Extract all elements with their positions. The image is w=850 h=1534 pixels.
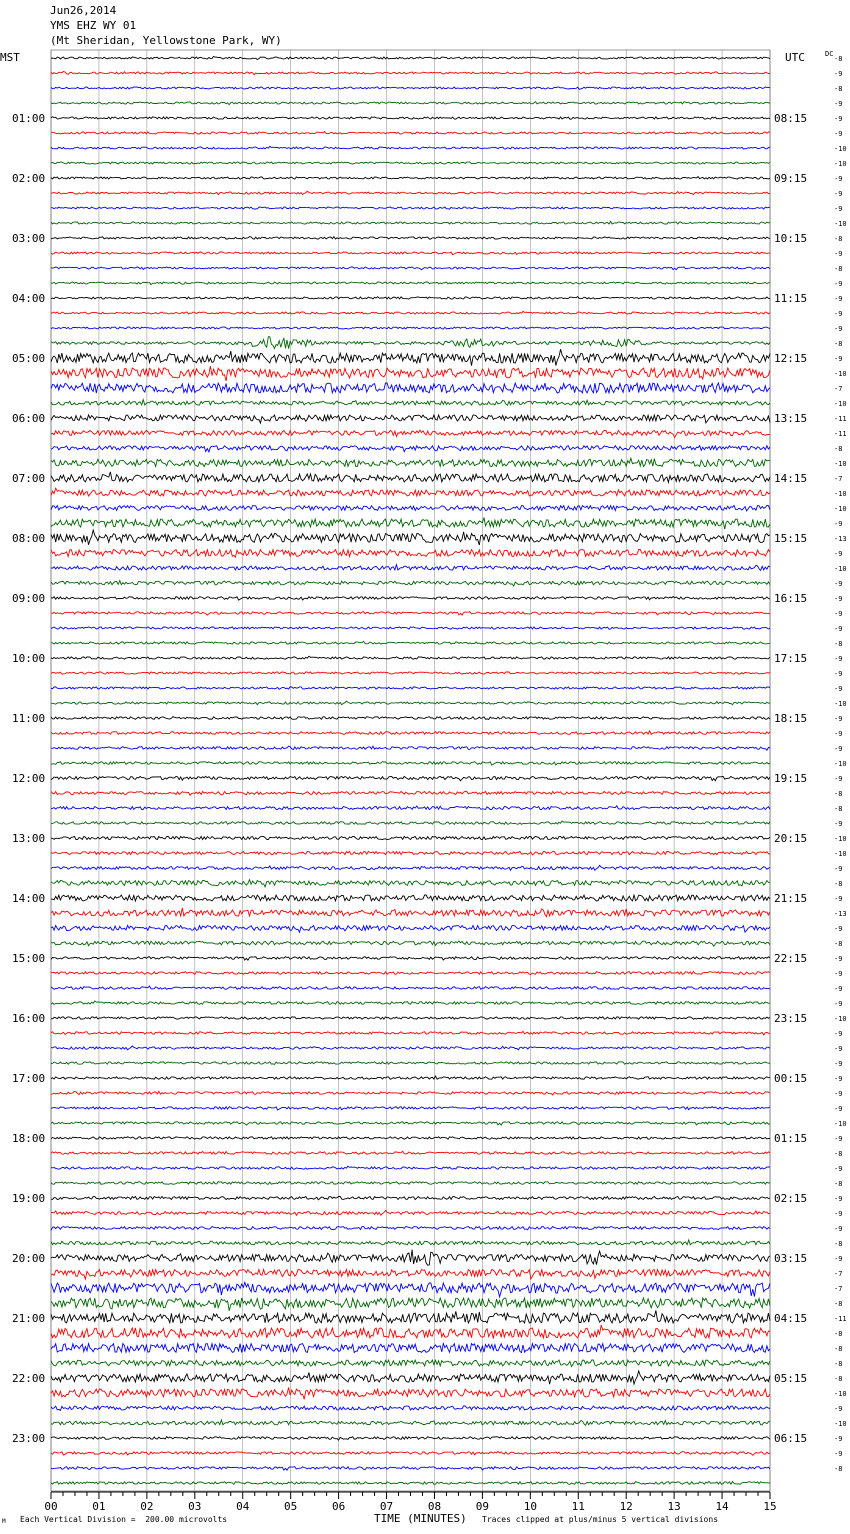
trace-row-39 [51, 641, 770, 644]
dc-offset-value: -10 [834, 835, 847, 843]
utc-hour-label: 15:15 [774, 532, 808, 545]
mst-hour-label: 05:00 [12, 352, 46, 365]
trace-row-7 [51, 162, 770, 164]
trace-row-74 [51, 1166, 770, 1169]
dc-offset-header: DC [825, 50, 834, 58]
dc-offset-value: -9 [834, 1105, 843, 1113]
utc-hour-label: 22:15 [774, 952, 808, 965]
utc-hour-labels [774, 112, 807, 1445]
trace-row-21 [51, 366, 770, 381]
utc-hour-label: 23:15 [774, 1012, 808, 1025]
trace-row-26 [51, 446, 770, 452]
utc-hour-label: 21:15 [774, 892, 808, 905]
trace-row-44 [51, 717, 770, 720]
trace-row-67 [51, 1062, 770, 1065]
dc-offset-value: -10 [834, 370, 847, 378]
utc-hour-label: 04:15 [774, 1312, 808, 1325]
dc-offset-value: -8 [834, 1375, 843, 1383]
dc-offset-value: -10 [834, 565, 847, 573]
dc-offset-value: -11 [834, 1315, 847, 1323]
utc-hour-label: 16:15 [774, 592, 808, 605]
trace-row-75 [51, 1182, 770, 1185]
time-tick-label: 00 [44, 1500, 58, 1513]
trace-row-15 [51, 282, 770, 285]
dc-offset-value: -8 [834, 880, 843, 888]
dc-offset-value: -8 [834, 940, 843, 948]
mst-hour-label: 22:00 [12, 1372, 46, 1385]
time-tick-label: 08 [427, 1500, 442, 1513]
trace-row-92 [51, 1437, 770, 1441]
utc-hour-label: 17:15 [774, 652, 808, 665]
utc-hour-label: 19:15 [774, 772, 808, 785]
dc-offset-value: -8 [834, 805, 843, 813]
trace-row-24 [51, 415, 770, 423]
mst-hour-label: 02:00 [12, 172, 46, 185]
dc-offset-value: -8 [834, 340, 843, 348]
trace-row-6 [51, 146, 770, 149]
trace-row-20 [51, 349, 770, 366]
dc-offset-value: -9 [834, 925, 843, 933]
dc-offset-value: -7 [834, 1285, 843, 1293]
utc-hour-label: 11:15 [774, 292, 808, 305]
time-tick-label: 06 [331, 1500, 346, 1513]
trace-row-87 [51, 1360, 770, 1367]
time-tick-label: 04 [236, 1500, 250, 1513]
mst-hour-label: 12:00 [12, 772, 46, 785]
trace-row-61 [51, 971, 770, 974]
dc-offset-value: -9 [834, 355, 843, 363]
mst-hour-label: 17:00 [12, 1072, 46, 1085]
dc-offset-value: -9 [834, 955, 843, 963]
mst-hour-label: 06:00 [12, 412, 46, 425]
dc-offset-value: -8 [834, 1360, 843, 1368]
trace-row-78 [51, 1227, 770, 1231]
time-axis [44, 1492, 776, 1513]
utc-hour-label: 20:15 [774, 832, 808, 845]
utc-hour-label: 10:15 [774, 232, 808, 245]
dc-offset-value: -8 [834, 85, 843, 93]
dc-offset-value: -9 [834, 625, 843, 633]
dc-offset-value: -9 [834, 715, 843, 723]
trace-row-73 [51, 1151, 770, 1154]
trace-row-56 [51, 895, 770, 901]
trace-row-49 [51, 792, 770, 796]
dc-offset-value: -9 [834, 1030, 843, 1038]
dc-offset-value: -9 [834, 820, 843, 828]
trace-row-68 [51, 1076, 770, 1079]
time-axis-label: TIME (MINUTES) [374, 1512, 467, 1525]
trace-row-86 [51, 1344, 770, 1353]
dc-offset-labels [834, 55, 847, 1473]
dc-offset-value: -9 [834, 985, 843, 993]
trace-row-3 [51, 102, 770, 105]
trace-row-95 [51, 1481, 770, 1484]
mst-hour-label: 15:00 [12, 952, 46, 965]
dc-offset-value: -8 [834, 1150, 843, 1158]
dc-offset-value: -10 [834, 700, 847, 708]
time-tick-label: 09 [475, 1500, 490, 1513]
trace-row-36 [51, 597, 770, 601]
trace-row-50 [51, 806, 770, 810]
time-tick-label: 14 [715, 1500, 729, 1513]
dc-offset-value: -9 [834, 865, 843, 873]
right-timezone-label: UTC [785, 51, 805, 64]
trace-row-41 [51, 672, 770, 674]
dc-offset-value: -9 [834, 610, 843, 618]
trace-row-1 [51, 71, 770, 74]
trace-row-35 [51, 581, 770, 587]
dc-offset-value: -9 [834, 1165, 843, 1173]
station-location: (Mt Sheridan, Yellowstone Park, WY) [50, 34, 282, 47]
trace-row-12 [51, 237, 770, 240]
trace-row-64 [51, 1017, 770, 1019]
trace-row-85 [51, 1325, 770, 1339]
trace-row-23 [51, 400, 770, 406]
trace-row-2 [51, 87, 770, 89]
trace-row-58 [51, 925, 770, 932]
dc-offset-value: -7 [834, 1270, 843, 1278]
dc-offset-value: -9 [834, 895, 843, 903]
trace-row-45 [51, 731, 770, 735]
dc-offset-value: -7 [834, 475, 843, 483]
mst-hour-label: 11:00 [12, 712, 46, 725]
dc-offset-value: -9 [834, 730, 843, 738]
trace-row-80 [51, 1250, 770, 1266]
utc-hour-label: 18:15 [774, 712, 808, 725]
trace-row-89 [51, 1388, 770, 1400]
station-id: YMS EHZ WY 01 [50, 19, 137, 32]
dc-offset-value: -11 [834, 430, 847, 438]
trace-row-54 [51, 865, 770, 870]
dc-offset-value: -10 [834, 505, 847, 513]
dc-offset-value: -9 [834, 295, 843, 303]
time-tick-label: 13 [667, 1500, 681, 1513]
mst-hour-label: 10:00 [12, 652, 46, 665]
dc-offset-value: -9 [834, 1060, 843, 1068]
mst-hour-label: 13:00 [12, 832, 46, 845]
trace-row-82 [51, 1282, 770, 1297]
trace-row-63 [51, 1001, 770, 1004]
time-tick-label: 05 [284, 1500, 298, 1513]
mst-hour-label: 18:00 [12, 1132, 46, 1145]
dc-offset-value: -9 [834, 1210, 843, 1218]
dc-offset-value: -9 [834, 325, 843, 333]
corner-mark: M [2, 1518, 6, 1525]
dc-offset-value: -10 [834, 460, 847, 468]
trace-row-94 [51, 1467, 770, 1471]
dc-offset-value: -9 [834, 1435, 843, 1443]
dc-offset-value: -11 [834, 415, 847, 423]
trace-row-93 [51, 1452, 770, 1456]
trace-row-46 [51, 746, 770, 750]
mst-hour-label: 04:00 [12, 292, 46, 305]
trace-row-48 [51, 776, 770, 781]
trace-row-79 [51, 1240, 770, 1245]
trace-row-29 [51, 488, 770, 496]
dc-offset-value: -9 [834, 100, 843, 108]
trace-row-60 [51, 957, 770, 961]
trace-row-40 [51, 656, 770, 659]
dc-offset-value: -8 [834, 1345, 843, 1353]
trace-row-83 [51, 1298, 770, 1311]
dc-offset-value: -8 [834, 1180, 843, 1188]
time-tick-label: 10 [523, 1500, 537, 1513]
mst-hour-labels [12, 112, 45, 1445]
trace-row-28 [51, 472, 770, 483]
time-tick-label: 01 [92, 1500, 106, 1513]
trace-row-10 [51, 207, 770, 209]
dc-offset-value: -9 [834, 1450, 843, 1458]
trace-row-62 [51, 986, 770, 989]
trace-row-43 [51, 701, 770, 705]
trace-row-37 [51, 612, 770, 615]
mst-hour-label: 01:00 [12, 112, 46, 125]
dc-offset-value: -9 [834, 1225, 843, 1233]
utc-hour-label: 08:15 [774, 112, 808, 125]
time-tick-label: 11 [571, 1500, 585, 1513]
utc-hour-label: 14:15 [774, 472, 808, 485]
trace-row-72 [51, 1137, 770, 1139]
dc-offset-value: -10 [834, 1390, 847, 1398]
dc-offset-value: -10 [834, 160, 847, 168]
trace-row-31 [51, 518, 770, 530]
dc-offset-value: -8 [834, 640, 843, 648]
dc-offset-value: -9 [834, 550, 843, 558]
trace-row-77 [51, 1210, 770, 1215]
trace-row-33 [51, 550, 770, 558]
mst-hour-label: 21:00 [12, 1312, 46, 1325]
utc-hour-label: 02:15 [774, 1192, 808, 1205]
dc-offset-value: -9 [834, 250, 843, 258]
trace-row-14 [51, 267, 770, 270]
dc-offset-value: -9 [834, 115, 843, 123]
dc-offset-value: -9 [834, 175, 843, 183]
utc-hour-label: 03:15 [774, 1252, 808, 1265]
time-tick-label: 12 [619, 1500, 633, 1513]
left-timezone-label: MST [0, 51, 20, 64]
mst-hour-label: 03:00 [12, 232, 46, 245]
trace-row-27 [51, 458, 770, 466]
dc-offset-value: -9 [834, 595, 843, 603]
trace-row-88 [51, 1371, 770, 1384]
time-tick-label: 02 [140, 1500, 154, 1513]
dc-offset-value: -10 [834, 400, 847, 408]
mst-hour-label: 08:00 [12, 532, 46, 545]
dc-offset-value: -9 [834, 655, 843, 663]
dc-offset-value: -13 [834, 910, 847, 918]
trace-row-13 [51, 252, 770, 255]
trace-row-70 [51, 1107, 770, 1110]
trace-row-9 [51, 191, 770, 194]
trace-row-17 [51, 311, 770, 314]
utc-hour-label: 09:15 [774, 172, 808, 185]
dc-offset-value: -10 [834, 1420, 847, 1428]
trace-row-69 [51, 1091, 770, 1095]
dc-offset-value: -7 [834, 385, 843, 393]
trace-row-30 [51, 506, 770, 511]
trace-row-53 [51, 851, 770, 855]
trace-row-19 [51, 337, 770, 349]
trace-row-22 [51, 383, 770, 393]
trace-row-42 [51, 687, 770, 690]
trace-row-65 [51, 1031, 770, 1035]
utc-hour-label: 01:15 [774, 1132, 808, 1145]
trace-row-25 [51, 430, 770, 437]
trace-row-18 [51, 327, 770, 329]
dc-offset-value: -9 [834, 1090, 843, 1098]
dc-offset-value: -9 [834, 130, 843, 138]
dc-offset-value: -9 [834, 70, 843, 78]
dc-offset-value: -9 [834, 520, 843, 528]
dc-offset-value: -9 [834, 1195, 843, 1203]
dc-offset-value: -8 [834, 265, 843, 273]
trace-row-38 [51, 627, 770, 629]
dc-offset-value: -9 [834, 205, 843, 213]
mst-hour-label: 07:00 [12, 472, 46, 485]
dc-offset-value: -8 [834, 1330, 843, 1338]
dc-offset-value: -8 [834, 790, 843, 798]
trace-row-34 [51, 565, 770, 571]
dc-offset-value: -13 [834, 535, 847, 543]
trace-row-8 [51, 177, 770, 180]
mst-hour-label: 09:00 [12, 592, 46, 605]
dc-offset-value: -9 [834, 1045, 843, 1053]
trace-row-90 [51, 1406, 770, 1410]
dc-offset-value: -10 [834, 145, 847, 153]
dc-offset-value: -8 [834, 55, 843, 63]
dc-offset-value: -9 [834, 970, 843, 978]
trace-row-66 [51, 1046, 770, 1050]
utc-hour-label: 13:15 [774, 412, 808, 425]
time-tick-label: 15 [763, 1500, 777, 1513]
mst-hour-label: 23:00 [12, 1432, 46, 1445]
mst-hour-label: 14:00 [12, 892, 46, 905]
mst-hour-label: 20:00 [12, 1252, 46, 1265]
dc-offset-value: -8 [834, 1465, 843, 1473]
trace-row-57 [51, 908, 770, 917]
dc-offset-value: -9 [834, 685, 843, 693]
dc-offset-value: -8 [834, 1240, 843, 1248]
dc-offset-value: -8 [834, 1300, 843, 1308]
dc-offset-value: -9 [834, 670, 843, 678]
dc-offset-value: -10 [834, 220, 847, 228]
trace-row-47 [51, 762, 770, 765]
utc-hour-label: 00:15 [774, 1072, 808, 1085]
dc-offset-value: -8 [834, 445, 843, 453]
utc-hour-label: 05:15 [774, 1372, 808, 1385]
dc-offset-value: -10 [834, 850, 847, 858]
dc-offset-value: -9 [834, 190, 843, 198]
dc-offset-value: -10 [834, 1120, 847, 1128]
trace-row-5 [51, 132, 770, 135]
trace-row-11 [51, 221, 770, 224]
trace-row-0 [51, 56, 770, 59]
plot-date: Jun26,2014 [50, 4, 117, 17]
dc-offset-value: -9 [834, 1405, 843, 1413]
mst-hour-label: 16:00 [12, 1012, 46, 1025]
time-tick-label: 07 [379, 1500, 394, 1513]
dc-offset-value: -9 [834, 1000, 843, 1008]
trace-row-59 [51, 941, 770, 946]
dc-offset-value: -9 [834, 745, 843, 753]
dc-offset-value: -10 [834, 1015, 847, 1023]
trace-row-71 [51, 1122, 770, 1125]
trace-row-81 [51, 1270, 770, 1280]
time-tick-label: 03 [188, 1500, 202, 1513]
dc-offset-value: -10 [834, 760, 847, 768]
trace-row-52 [51, 836, 770, 839]
mst-hour-label: 19:00 [12, 1192, 46, 1205]
trace-row-16 [51, 297, 770, 300]
trace-row-51 [51, 821, 770, 825]
utc-hour-label: 06:15 [774, 1432, 808, 1445]
dc-offset-value: -9 [834, 1075, 843, 1083]
vertical-scale-note: Each Vertical Division = 200.00 microvolts [20, 1515, 228, 1524]
trace-row-32 [51, 530, 770, 545]
trace-row-4 [51, 117, 770, 119]
utc-hour-label: 12:15 [774, 352, 808, 365]
trace-row-55 [51, 880, 770, 887]
dc-offset-value: -9 [834, 1135, 843, 1143]
dc-offset-value: -9 [834, 280, 843, 288]
dc-offset-value: -9 [834, 310, 843, 318]
trace-row-76 [51, 1197, 770, 1200]
trace-row-84 [51, 1310, 770, 1323]
dc-offset-value: -8 [834, 235, 843, 243]
dc-offset-value: -9 [834, 775, 843, 783]
seismic-traces [51, 56, 770, 1484]
dc-offset-value: -9 [834, 1255, 843, 1263]
clip-note: Traces clipped at plus/minus 5 vertical divisions [482, 1515, 719, 1524]
dc-offset-value: -9 [834, 580, 843, 588]
trace-row-91 [51, 1420, 770, 1425]
dc-offset-value: -10 [834, 490, 847, 498]
